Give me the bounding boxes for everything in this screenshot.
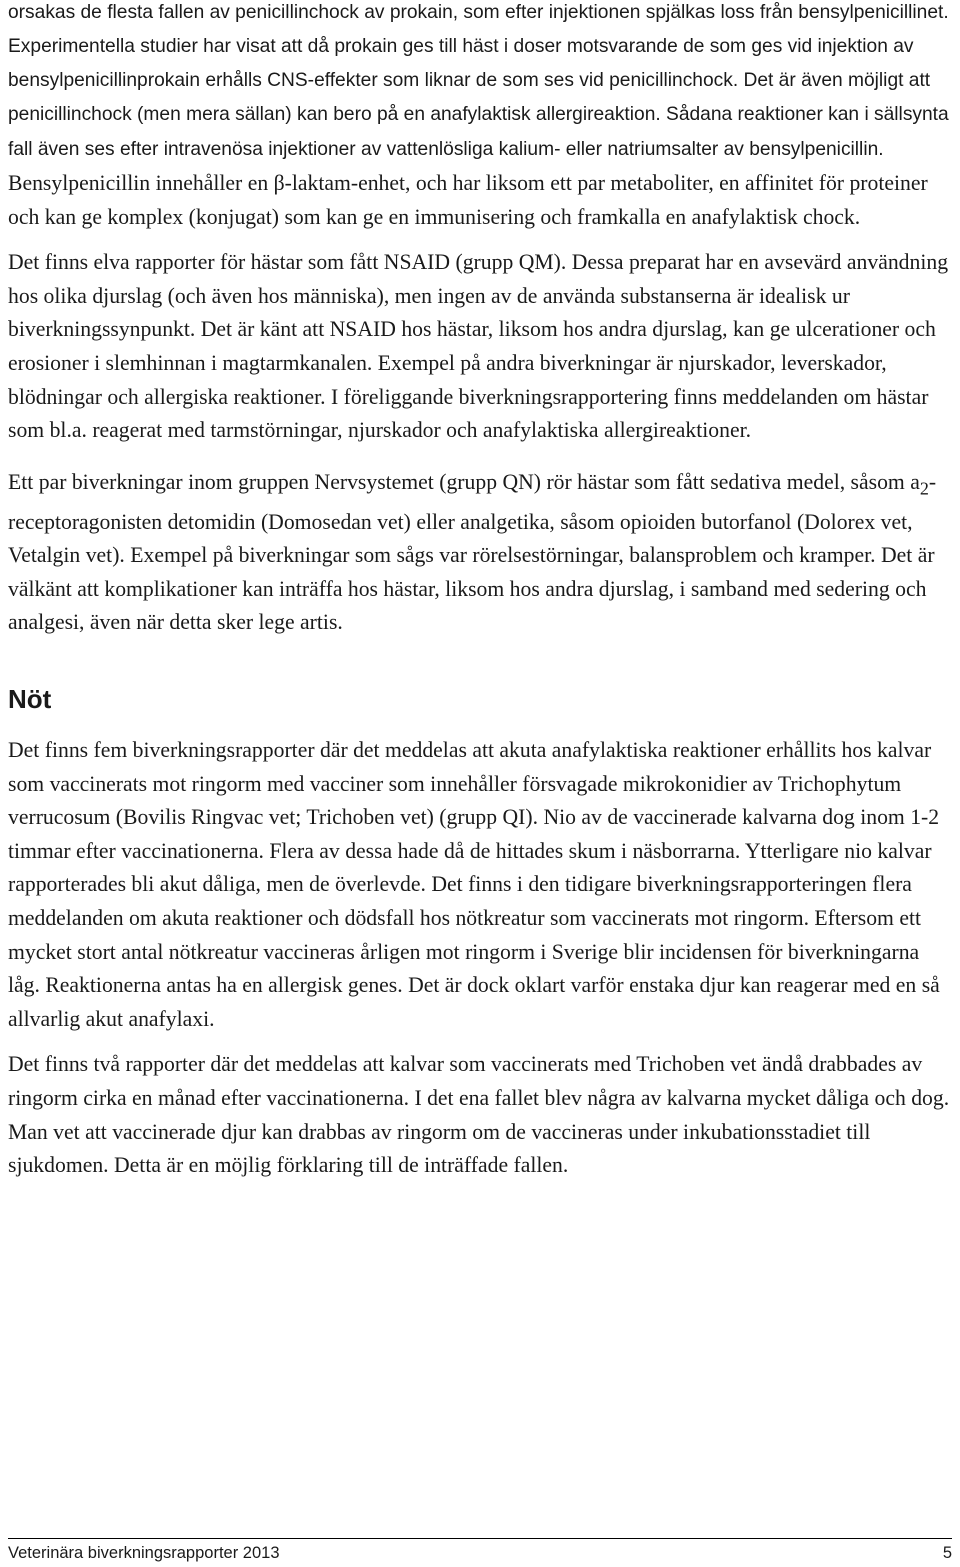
paragraph-penicillin-part2: Det är även möjligt att penicillinchock (men mera sällan) kan bero på en anafylaktisk allergireaktion. Sådana reaktioner kan i sällsynta fall även ses efter intravenösa injektioner av vattenlösliga kalium- eller natriumsalter av bensylpenicillin. [8, 70, 949, 160]
footer-title: Veterinära biverkningsrapporter 2013 [8, 1544, 280, 1562]
paragraph-ringorm-trichoben: Det finns två rapporter där det meddelas att kalvar som vaccinerats med Trichoben vet ändå drabbades av ringorm cirka en månad efter vaccinationerna. I det ena fallet blev några av kalvarna mycket dåliga och dog. Man vet att vaccinerade djur kan drabbas av ringorm om de vaccineras under inkubationsstadiet till sjukdomen. Detta är en möjlig förklaring till de inträffade fallen. [8, 1052, 950, 1178]
paragraph-nervsystemet-pre: Ett par biverkningar inom gruppen Nervsystemet (grupp QN) rör hästar som fått sedativa medel, såsom a [8, 469, 920, 494]
section-heading-not: Nöt [8, 684, 52, 715]
document-body [8, 0, 956, 1195]
page-number: 5 [942, 1544, 952, 1562]
paragraph-nervsystemet-post: -receptoragonisten detomidin (Domosedan vet) eller analgetika, såsom opioiden butorfanol (Dolorex vet, Vetalgin vet). Exempel på biverkningar som sågs var rörelsestörningar, balansproblem och kramper. Det är välkänt att komplikationer kan inträffa hos hästar, liksom hos andra djurslag, i samband med sedering och analgesi, även när detta sker lege artis. [8, 469, 937, 635]
paragraph-penicillin-part3: Bensylpenicillin innehåller en β-laktam-enhet, och har liksom ett par metaboliter, en affinitet för proteiner och kan ge komplex (konjugat) som kan ge en immunisering och framkalla en anafylaktisk chock. [8, 171, 928, 229]
page-footer [8, 1538, 952, 1566]
paragraph-nsaid: Det finns elva rapporter för hästar som fått NSAID (grupp QM). Dessa preparat har en avsevärd användning hos olika djurslag (och även hos människa), men ingen av de använda substanserna är idealisk ur biverkningssynpunkt. Det är känt att NSAID hos hästar, liksom hos andra djurslag, kan ge ulcerationer och erosioner i slemhinnan i magtarmkanalen. Exempel på andra biverkningar är njurskador, leverskador, blödningar och allergiska reaktioner. I föreliggande biverkningsrapportering finns meddelanden om hästar som bl.a. reagerat med tarmstörningar, njurskador och anafylaktiska allergireaktioner. [8, 250, 949, 443]
paragraph-ringorm-anafylaxi: Det finns fem biverkningsrapporter där det meddelas att akuta anafylaktiska reaktioner erhållits hos kalvar som vaccinerats mot ringorm med vacciner som innehåller försvagade mikrokonidier av Trichophytum verrucosum (Bovilis Ringvac vet; Trichoben vet) (grupp QI). Nio av de vaccinerade kalvarna dog inom 1-2 timmar efter vaccinationerna. Flera av dessa hade då de hittades skum i näsborrarna. Ytterligare nio kalvar rapporterades bli akut dåliga, men de överlevde. Det finns i den tidigare biverkningsrapporteringen flera meddelanden om akuta reaktioner och dödsfall hos nötkreatur som vaccinerats mot ringorm. Eftersom ett mycket stort antal nötkreatur vaccineras årligen mot ringorm i Sverige blir incidensen för biverkningarna låg. Reaktionerna antas ha en allergisk genes. Det är dock oklart varför enstaka djur kan reagerar med en så allvarlig akut anafylaxi. [8, 738, 940, 1031]
alpha2-subscript: 2 [919, 478, 929, 499]
paragraph-penicillin-part1: orsakas de flesta fallen av penicillinchock av prokain, som efter injektionen spjälkas loss från bensylpenicillinet. Experimentella studier har visat att då prokain ges till häst i doser motsvarande de som ges vid injektion av bensylpenicillinprokain erhålls CNS-effekter som liknar de som ses vid penicillinchock. [8, 2, 949, 91]
paragraph-penicillin [8, 0, 956, 234]
paragraph-nervsystemet [8, 466, 956, 640]
